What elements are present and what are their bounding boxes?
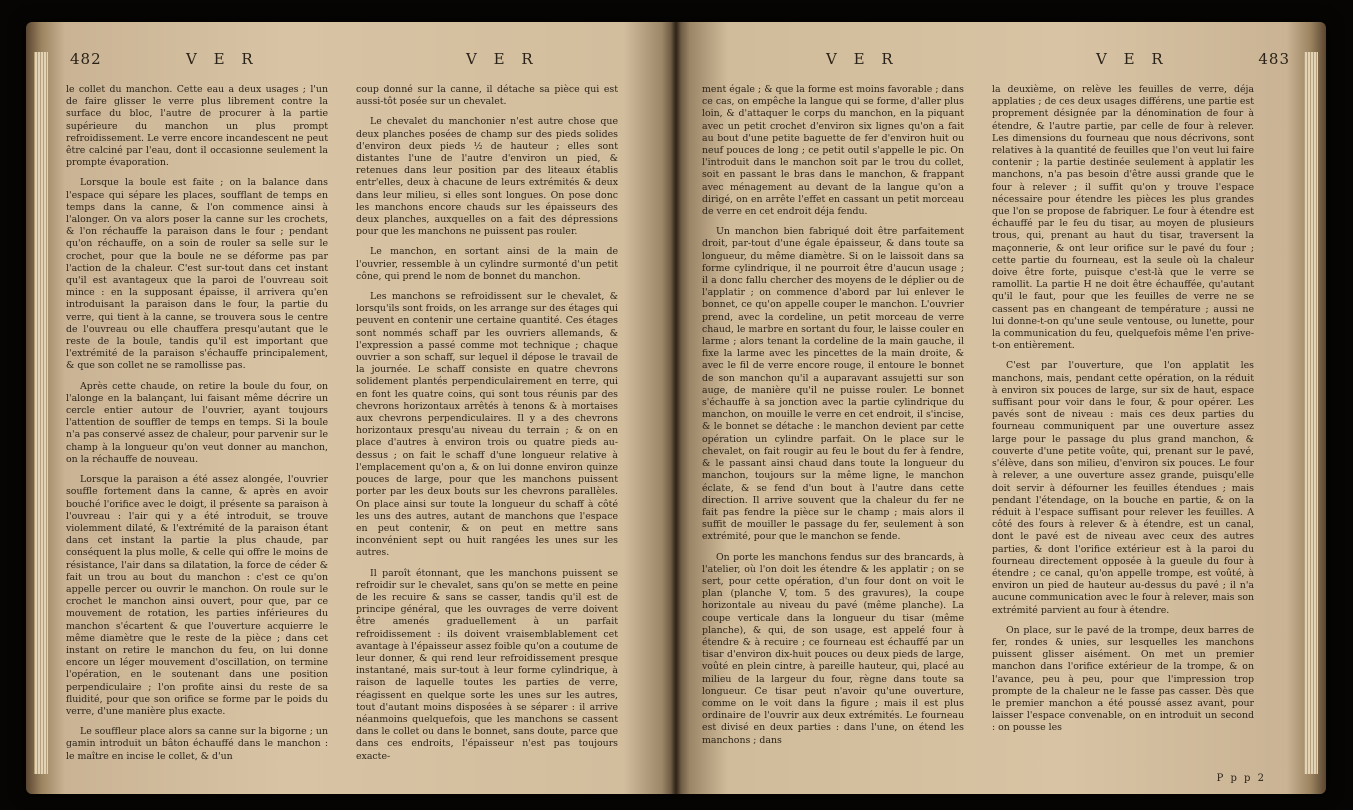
paragraph: ment égale ; & que la forme est moins favorable ; dans ce cas, on empêche la langue qui se forme, d'aller plus loin, & d'attaquer le corps du manchon, en la piquant avec un petit crochet d'environ six lignes qu'on a fait au bout d'une petite baguette de fer d'environ huit ou neuf pouces de long ; ce petit outil s'appelle le pic. On l'introduit dans le manchon soit par le trou du collet, soit en passant le bras dans le manchon, & frappant avec ménagement au devant de la langue qu'on a dirigé, on en arrête l'effet en cassant un petit morceau de verre en cet endroit déja fendu. xyxy=(702,84,964,218)
left-page-column-2 xyxy=(356,84,618,771)
left-page-column-1 xyxy=(66,84,328,771)
paragraph: Un manchon bien fabriqué doit être parfaitement droit, par-tout d'une égale épaisseur, & dans toute sa longueur, du même diamètre. Si on le laissoit dans sa forme cylindrique, il ne pourroit être d'aucun usage ; il a donc fallu chercher des moyens de le déplier ou de l'applatir ; on commence d'abord par lui enlever le bonnet, ce qu'on appelle couper le manchon. L'ouvrier prend, avec la cordeline, un petit morceau de verre chaud, le marbre en sortant du four, le laisse couler en larme ; alors tenant la cordeline de la main gauche, il fixe la larme avec les pincettes de la main droite, & avec le fil de verre encore rouge, il entoure le bonnet de son manchon qu'il a auparavant assujetti sur son auge, de manière qu'il ne puisse rouler. Le bonnet s'échauffe à sa jonction avec la partie cylindrique du manchon, on mouille le verre en cet endroit, il s'incise, & le bonnet se détache : le manchon devient par cette opération un cylindre parfait. On le place sur le chevalet, on fait rougir au feu le bout du fer à fendre, & le passant ainsi chaud dans toute la longueur du manchon, toujours sur la même ligne, le manchon éclate, & se fend d'un bout à l'autre dans cette direction. Il arrive souvent que la chaleur du fer ne fait pas fendre la pièce sur le champ ; mais alors il suffit de mouiller le passage du fer, seulement à son extrémité, pour que le manchon se fende. xyxy=(702,226,964,543)
paragraph: la deuxième, on relève les feuilles de verre, déja applaties ; de ces deux usages différens, une partie est proprement désignée par la dénomination de four à étendre, & l'autre partie, par celle de four à relever. Les dimensions du fourneau que nous décrivons, sont relatives à la quantité de feuilles que l'on veut lui faire contenir ; la partie destinée seulement à applatir les manchons, n'a pas besoin d'être aussi grande que le four à relever ; il suffit qu'on y trouve l'espace nécessaire pour étendre les pièces les plus grandes que l'on se propose de fabriquer. Le four à étendre est échauffé par le feu du tisar, au moyen de plusieurs trous, qui, prenant au haut du tisar, traversent la maçonnerie, & ont leur orifice sur le pavé du four ; cette partie du fourneau, est la seule où la chaleur doive être forte, puisque c'est-là que le verre se ramollit. La partie H ne doit être échauffée, qu'autant qu'il le faut, pour que les feuilles de verre ne se cassent pas en changeant de température ; aussi ne lui donne-t-on qu'une seule ventouse, ou lunette, pour la communication du feu, quelquefois même l'en prive-t-on entièrement. xyxy=(992,84,1254,352)
left-running-head xyxy=(66,50,666,76)
paragraph: Les manchons se refroidissent sur le chevalet, & lorsqu'ils sont froids, on les arrange sur des étages qui peuvent en contenir une certaine quantité. Ces étages sont nommés schaff par les ouvriers allemands, & l'expression a passé comme mot technique ; chaque ouvrier a son schaff, sur lequel il dépose le travail de la journée. Le schaff consiste en quatre chevrons solidement plantés perpendiculairement en terre, qui en font les quatre coins, qui sont tous réunis par des chevrons horizontaux arrêtés à tenons & à mortaises aux chevrons perpendiculaires. Il y a des chevrons horizontaux presqu'au niveau du terrain ; & on en place d'autres à environ trois ou quatre pieds au-dessus ; on fait le schaff d'une longueur relative à l'emplacement qu'on a, & on lui donne environ quinze pouces de large, pour que les manchons puissent porter par les deux bouts sur les chevrons parallèles. On place ainsi sur toute la longueur du schaff à côté les uns des autres, autant de manchons que l'espace en peut contenir, & on peut en mettre sans inconvénient sept ou huit rangées les unes sur les autres. xyxy=(356,291,618,559)
signature-mark: P p p 2 xyxy=(1216,773,1266,784)
paragraph: Le souffleur place alors sa canne sur la bigorne ; un gamin introduit un bâton échauffé dans le manchon : le maître en incise le collet, & d'un xyxy=(66,726,328,762)
header-title-left-col: V E R xyxy=(826,50,899,68)
paragraph: Le chevalet du manchonier n'est autre chose que deux planches posées de champ sur des pieds solides d'environ deux pieds ½ de hauteur ; elles sont distantes l'une de l'autre d'environ un pied, & retenues dans leur position par des liteaux établis entr'elles, deux à chacune de leurs extrémités & deux dans leur milieu, si elles sont longues. On pose donc les manchons encore chauds sur les épaisseurs des deux planches, auxquelles on a fait des dépressions pour que les manchons ne puissent pas rouler. xyxy=(356,116,618,238)
header-title-left-col: V E R xyxy=(186,50,259,68)
page-number-right: 483 xyxy=(1258,50,1290,68)
right-page-edges xyxy=(1304,52,1318,774)
paragraph: coup donné sur la canne, il détache sa pièce qui est aussi-tôt posée sur un chevalet. xyxy=(356,84,618,108)
left-page-edges xyxy=(34,52,48,774)
header-title-right-col: V E R xyxy=(1096,50,1169,68)
paragraph: Il paroît étonnant, que les manchons puissent se refroidir sur le chevalet, sans qu'on se mette en peine de les recuire & sans se casser, tandis qu'il est de principe général, que les ouvrages de verre doivent être amenés graduellement à un parfait refroidissement : ils doivent vraisemblablement cet avantage à l'épaisseur assez foible qu'on a coutume de leur donner, & qui rend leur refroidissement presque instantané, mais sur-tout à leur forme cylindrique, à raison de laquelle toutes les parties de verre, réagissent en quelque sorte les unes sur les autres, tout d'autant moins disposées à se séparer : il arrive néanmoins quelquefois, que les manchons se cassent dans le collet ou dans le bonnet, sans doute, parce que dans ces endroits, l'épaisseur n'est pas toujours exacte- xyxy=(356,567,618,762)
paragraph: Lorsque la boule est faite ; on la balance dans l'espace qui sépare les places, soufflant de temps en temps dans la canne, & l'on commence ainsi à l'alonger. On va alors poser la canne sur les crochets, & l'on réchauffe la paraison dans le four ; pendant qu'on réchauffe, on a soin de rouler sa selle sur le crochet, pour que la boule ne se déforme pas par l'action de la chaleur. C'est sur-tout dans cet instant qu'il est avantageux que la paroi de l'ouvreau soit mince : en la supposant épaisse, il arrivera qu'en introduisant la paraison dans le four, la partie du verre, qui tient à la canne, se trouvera sous le centre de l'ouvreau ou elle chauffera presqu'autant que le reste de la boule, tandis qu'il est important que l'extrémité de la paraison s'échauffe principalement, & que son collet ne se ramollisse pas. xyxy=(66,177,328,372)
right-page-column-1 xyxy=(702,84,964,755)
right-running-head xyxy=(696,50,1296,76)
paragraph: Le manchon, en sortant ainsi de la main de l'ouvrier, ressemble à un cylindre surmonté d'un petit cône, qui prend le nom de bonnet du manchon. xyxy=(356,246,618,282)
right-page xyxy=(696,50,1296,784)
paragraph: le collet du manchon. Cette eau a deux usages ; l'un de faire glisser le verre plus librement contre la surface du bloc, l'autre de procurer à la partie supérieure du manchon un plus prompt refroidissement. Le verre encore incandescent ne peut être calciné par l'eau, dont il occasionne seulement la prompte évaporation. xyxy=(66,84,328,169)
paragraph: On place, sur le pavé de la trompe, deux barres de fer, rondes & unies, sur lesquelles les manchons puissent glisser aisément. On met un premier manchon dans l'orifice extérieur de la trompe, & on l'avance, peu à peu, pour que l'impression trop prompte de la chaleur ne le fasse pas casser. Dès que le premier manchon a été poussé assez avant, pour laisser l'espace convenable, on en introduit un second : on pousse les xyxy=(992,624,1254,734)
header-title-right-col: V E R xyxy=(466,50,539,68)
paragraph: C'est par l'ouverture, que l'on applatit les manchons, mais, pendant cette opération, on la réduit à environ six pouces de large, sur six de haut, espace suffisant pour voir dans le four, & pour opérer. Les pavés sont de niveau : mais ces deux parties du fourneau communiquent par une ouverture assez large pour le passage du plus grand manchon, & couverte d'une petite voûte, qui, prenant sur le pavé, s'élève, dans son milieu, d'environ six pouces. Le four à relever, a une ouverture assez grande, puisqu'elle doit servir à défourner les feuilles étendues ; mais pendant l'étendage, on la bouche en partie, & on la réduit à l'espace suffisant pour relever les feuilles. A côté des fours à relever & à étendre, est un canal, dont le pavé est de niveau avec ceux des autres parties, & dont l'orifice extérieur est à la paroi du fourneau directement opposée à la gueule du four à étendre ; ce canal, qu'on appelle trompe, est voûté, à environ un pied de hauteur au-dessus du pavé ; il n'a aucune communication avec le four à relever, mais son extrémité parvient au four à étendre. xyxy=(992,360,1254,616)
paragraph: On porte les manchons fendus sur des brancards, à l'atelier, où l'on doit les étendre & les applatir ; on se sert, pour cette opération, d'un four dont on voit le plan (planche V, tom. 5 des gravures), la coupe horizontale au niveau du pavé (même planche). La coupe verticale dans la longueur du tisar (même planche), & qui, de son usage, est appelé four à étendre & à recuire ; ce fourneau est échauffé par un tisar d'environ dix-huit pouces ou deux pieds de large, voûté en plein cintre, à pareille hauteur, qui, placé au milieu de la largeur du four, règne dans toute sa longueur. Ce tisar peut n'avoir qu'une ouverture, comme on le voit dans la figure ; mais il est plus ordinaire de l'ouvrir aux deux extrémités. Le fourneau est divisé en deux parties : dans l'une, on étend les manchons ; dans xyxy=(702,551,964,746)
left-page xyxy=(66,50,666,770)
open-book-spread xyxy=(26,22,1326,794)
page-number-left: 482 xyxy=(70,50,102,68)
gutter-shadow xyxy=(662,22,690,794)
right-page-column-2 xyxy=(992,84,1254,743)
paragraph: Lorsque la paraison a été assez alongée, l'ouvrier souffle fortement dans la canne, & après en avoir bouché l'orifice avec le doigt, il présente sa paraison à l'ouvreau : l'air qui y a été introduit, se trouve violemment dilaté, & l'extrémité de la paraison étant dans cet instant la partie la plus chaude, par conséquent la plus molle, & celle qui offre le moins de résistance, l'air dans sa dilatation, la force de céder & fait un trou au bout du manchon : c'est ce qu'on appelle percer ou ouvrir le manchon. On roule sur le crochet le manchon ainsi ouvert, pour que, par ce mouvement de rotation, les parties inférieures du manchon s'écartent & que l'ouverture acquierre le même diamètre que le reste de la pièce ; dans cet instant on retire le manchon du feu, on lui donne encore un léger mouvement d'oscillation, on termine l'opération, en le soutenant dans une position perpendiculaire ; l'on profite ainsi du reste de sa fluidité, pour que son orifice se forme par le poids du verre, d'une manière plus exacte. xyxy=(66,474,328,717)
paragraph: Après cette chaude, on retire la boule du four, on l'alonge en la balançant, lui faisant même décrire un cercle entier autour de l'ouvrier, ayant toujours l'attention de souffler de temps en temps. Si la boule n'a pas conservé assez de chaleur, pour parvenir sur le champ à la longueur qu'on veut donner au manchon, on la réchauffe de nouveau. xyxy=(66,380,328,465)
